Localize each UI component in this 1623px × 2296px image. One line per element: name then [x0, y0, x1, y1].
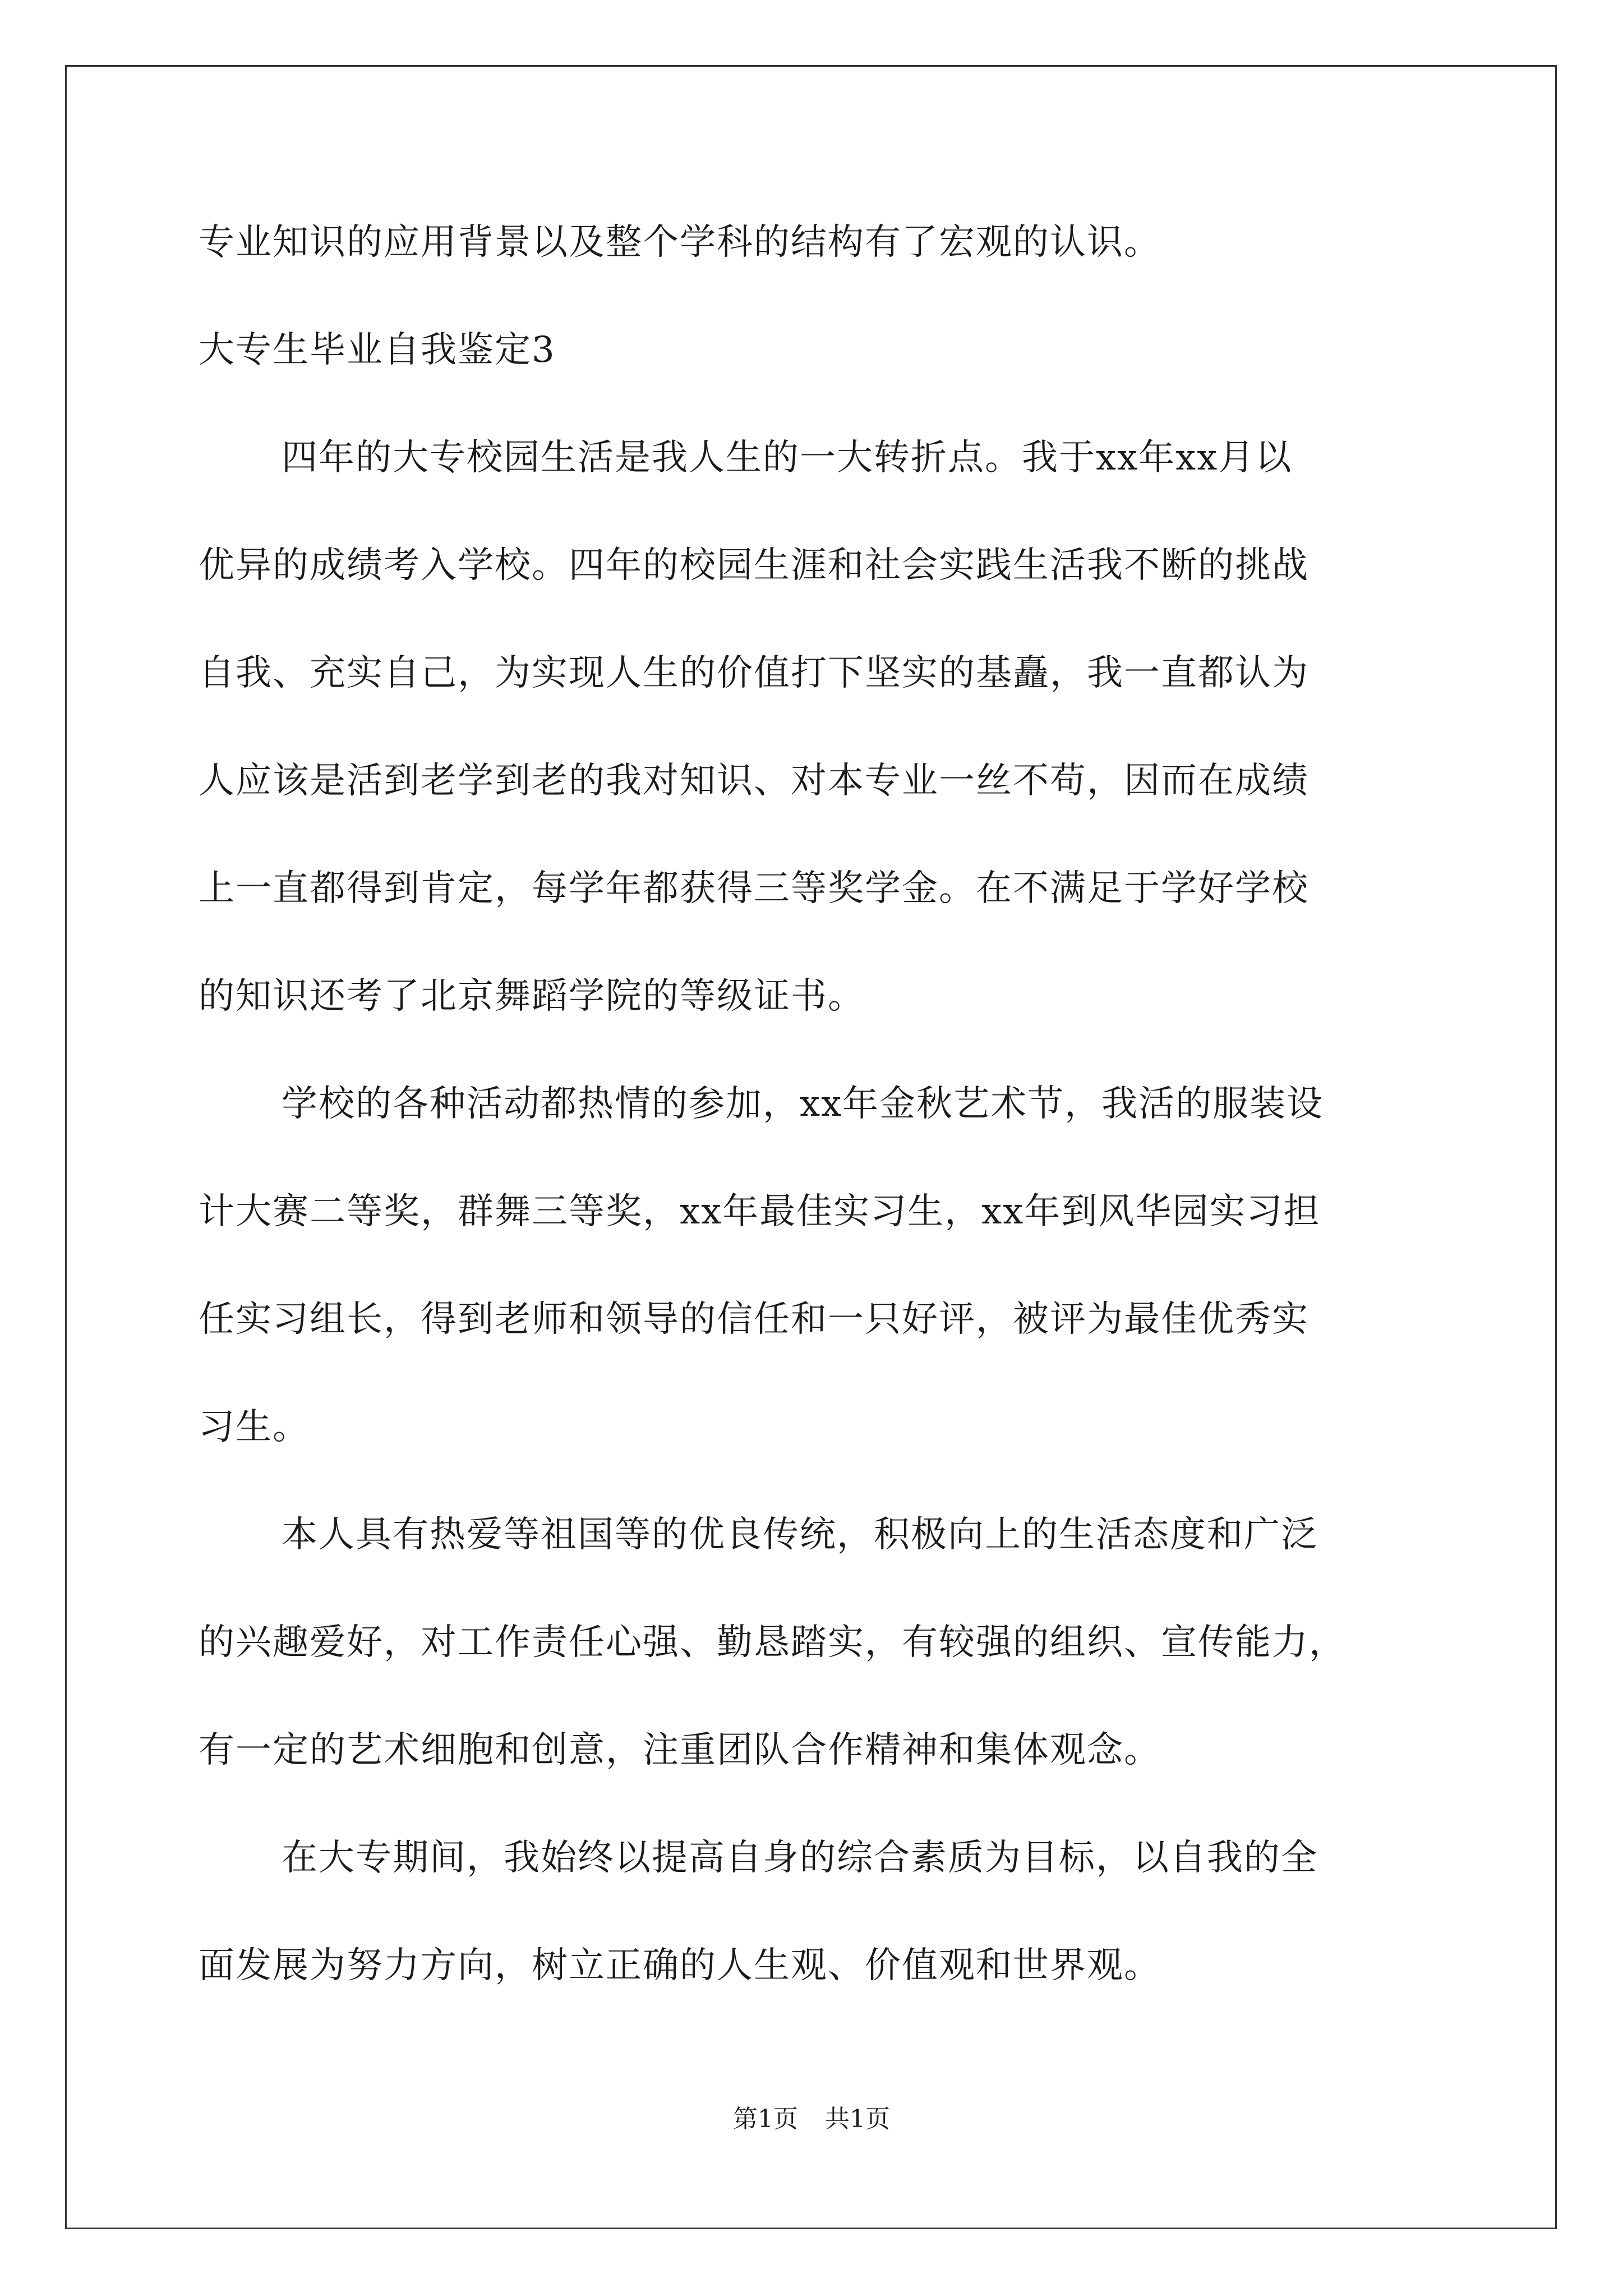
text-line: 人应该是活到老学到老的我对知识、对本专业一丝不苟，因而在成绩 — [199, 760, 1309, 802]
text-line: 专业知识的应用背景以及整个学科的结构有了宏观的认识。 — [199, 222, 1161, 263]
page-footer — [0, 2102, 1623, 2136]
paragraph-start: 在大专期间，我始终以提高自身的综合素质为目标，以自我的全 — [282, 1837, 1318, 1879]
text-line: 面发展为努力方向，树立正确的人生观、价值观和世界观。 — [199, 1945, 1161, 1986]
paragraph-start: 本人具有热爱等祖国等的优良传统，积极向上的生活态度和广泛 — [282, 1514, 1318, 1556]
text-line: 优异的成绩考入学校。四年的校园生涯和社会实践生活我不断的挑战 — [199, 545, 1309, 586]
section-heading: 大专生毕业自我鉴定3 — [199, 329, 556, 371]
text-line: 任实习组长，得到老师和领导的信任和一只好评，被评为最佳优秀实 — [199, 1299, 1309, 1340]
text-line: 自我、充实自己，为实现人生的价值打下坚实的基矗，我一直都认为 — [199, 652, 1309, 694]
text-line: 的兴趣爱好，对工作责任心强、勤恳踏实，有较强的组织、宣传能力， — [199, 1622, 1346, 1663]
text-line: 的知识还考了北京舞蹈学院的等级证书。 — [199, 976, 865, 1017]
text-line: 上一直都得到肯定，每学年都获得三等奖学金。在不满足于学好学校 — [199, 868, 1309, 909]
page-total: 共1页 — [825, 2105, 890, 2133]
paragraph-start: 学校的各种活动都热情的参加，xx年金秋艺术节，我活的服装设 — [282, 1083, 1324, 1125]
paragraph-start: 四年的大专校园生活是我人生的一大转折点。我于xx年xx月以 — [282, 437, 1293, 478]
text-line: 习生。 — [199, 1406, 310, 1448]
text-line: 有一定的艺术细胞和创意，注重团队合作精神和集体观念。 — [199, 1729, 1161, 1771]
text-line: 计大赛二等奖，群舞三等奖，xx年最佳实习生，xx年到风华园实习担 — [199, 1191, 1321, 1232]
page-number: 第1页 — [733, 2105, 798, 2133]
document-body — [199, 215, 1435, 1993]
